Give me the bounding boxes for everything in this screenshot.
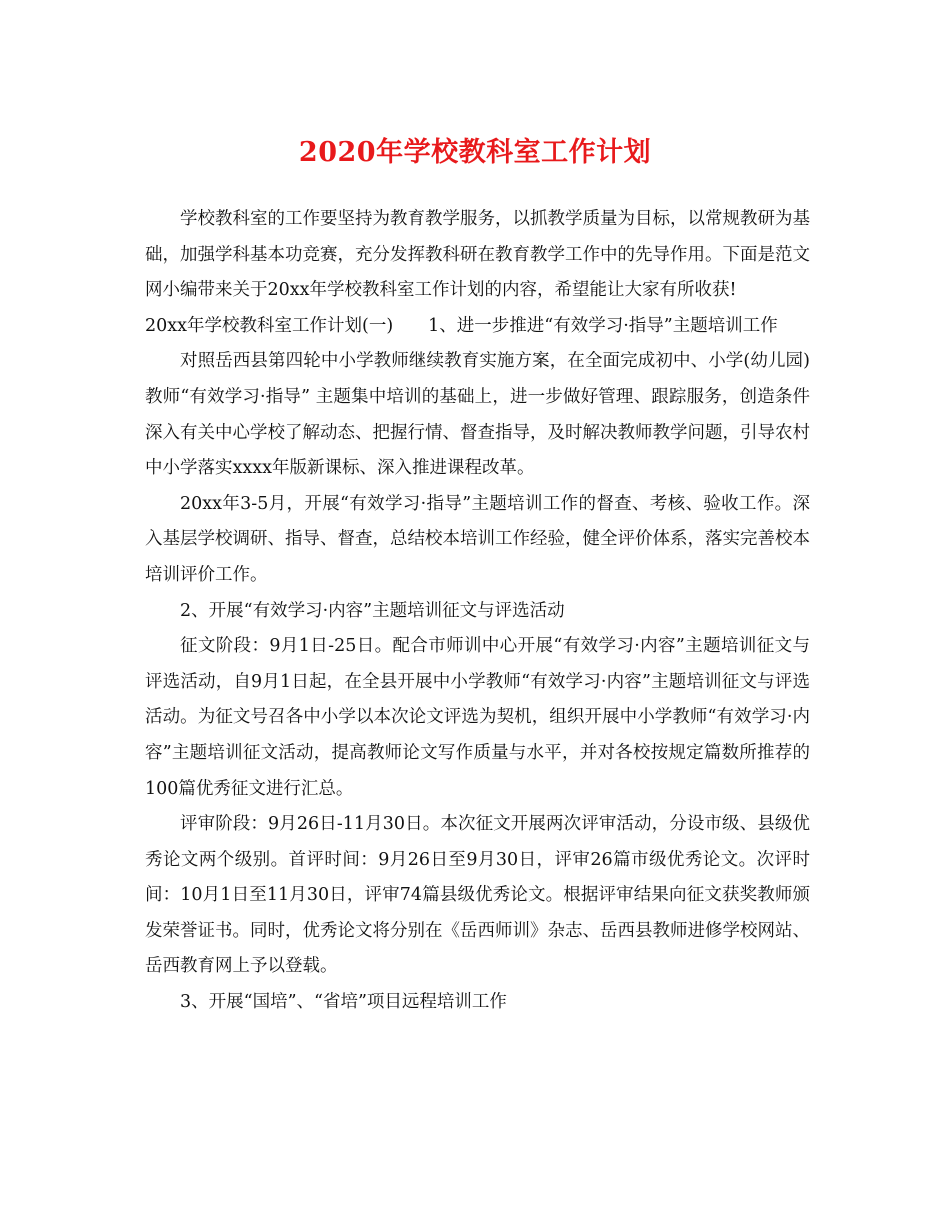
paragraph-review-stage: 评审阶段：9月26日-11月30日。本次征文开展两次评审活动，分设市级、县级优秀论文两个级别。首评时间：9月26日至9月30日，评审26篇市级优秀论文。次评时间：10月1日至11月30日，评审74篇县级优秀论文。根据评审结果向征文获奖教师颁发荣誉证书。同时，优秀论文将分别在《岳西师训》杂志、岳西县教师进修学校网站、岳西教育网上予以登载。 xyxy=(145,814,810,977)
paragraph-item-3-heading: 3、开展“国培”、“省培”项目远程培训工作 xyxy=(180,992,507,1013)
document-body xyxy=(145,202,810,1021)
paragraph-section-heading: 20xx年学校教科室工作计划(一) 1、进一步推进“有效学习·指导”主题培训工作 xyxy=(145,315,778,336)
document-title: 2020年学校教科室工作计划 xyxy=(298,137,652,168)
paragraph-inspection: 20xx年3-5月，开展“有效学习·指导”主题培训工作的督查、考核、验收工作。深入基层学校调研、指导、督查，总结校本培训工作经验，健全评价体系，落实完善校本培训评价工作。 xyxy=(145,493,810,585)
paragraph-training-plan: 对照岳西县第四轮中小学教师继续教育实施方案，在全面完成初中、小学(幼儿园)教师“有效学习·指导” 主题集中培训的基础上，进一步做好管理、跟踪服务，创造条件深入有关中心学校了解动态、把握行情、督查指导，及时解决教师教学问题，引导农村中小学落实xxxx年版新课标、深入推进课程改革。 xyxy=(145,351,810,479)
paragraph-intro: 学校教科室的工作要坚持为教育教学服务，以抓教学质量为目标，以常规教研为基础，加强学科基本功竞赛，充分发挥教科研在教育教学工作中的先导作用。下面是范文网小编带来关于20xx年学校教科室工作计划的内容，希望能让大家有所收获! xyxy=(145,209,810,301)
paragraph-essay-stage: 征文阶段：9月1日-25日。配合市师训中心开展“有效学习·内容”主题培训征文与评选活动，自9月1日起，在全县开展中小学教师“有效学习·内容”主题培训征文与评选活动。为征文号召各中小学以本次论文评选为契机，组织开展中小学教师“有效学习·内容”主题培训征文活动，提高教师论文写作质量与水平，并对各校按规定篇数所推荐的100篇优秀征文进行汇总。 xyxy=(145,636,810,799)
paragraph-item-2-heading: 2、开展“有效学习·内容”主题培训征文与评选活动 xyxy=(180,600,565,621)
